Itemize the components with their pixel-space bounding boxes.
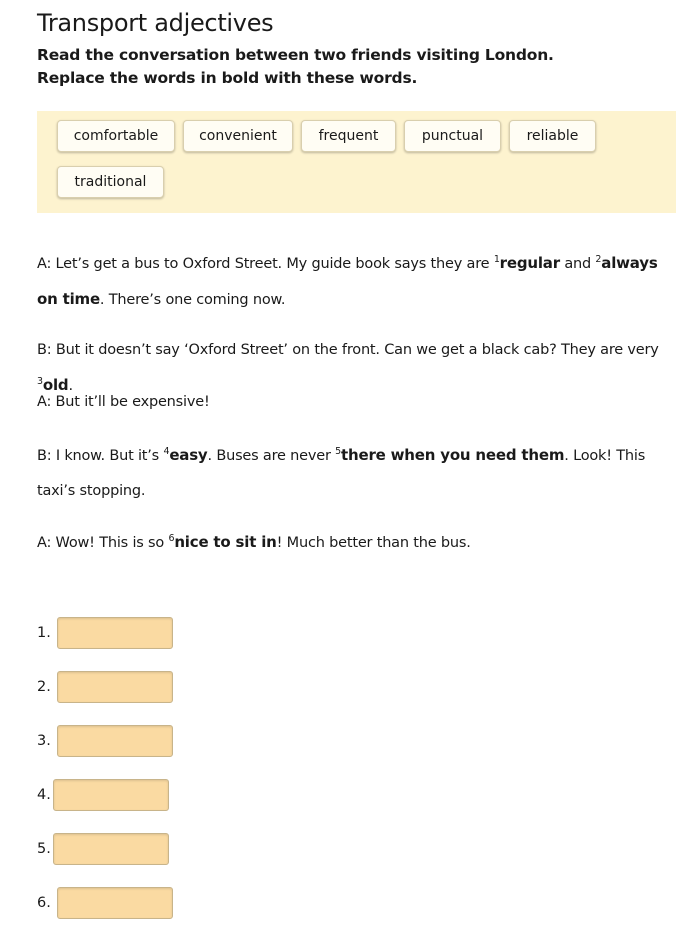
text: B: I know. But it’s bbox=[37, 448, 164, 464]
footnote-number: 2 bbox=[595, 254, 602, 265]
word-chip-traditional[interactable]: traditional bbox=[57, 166, 164, 198]
answer-row-4 bbox=[0, 779, 200, 813]
answer-input-3[interactable] bbox=[57, 725, 173, 757]
instructions: Read the conversation between two friends visiting London. Replace the words in bold with these words. bbox=[37, 46, 554, 87]
answer-row-2 bbox=[0, 671, 200, 705]
answer-input-6[interactable] bbox=[57, 887, 173, 919]
text: . Buses are never bbox=[207, 448, 336, 464]
footnote-number: 5 bbox=[335, 446, 342, 457]
answer-number: 2. bbox=[37, 679, 51, 695]
footnote-number: 3 bbox=[37, 376, 43, 387]
word-chip-frequent[interactable]: frequent bbox=[301, 120, 396, 152]
word-chip-comfortable[interactable]: comfortable bbox=[57, 120, 175, 152]
answer-input-4[interactable] bbox=[53, 779, 169, 811]
answer-number: 5. bbox=[37, 841, 51, 857]
conversation-line-4 bbox=[37, 438, 667, 509]
answer-row-6 bbox=[0, 887, 200, 921]
text: A: But it’ll be expensive! bbox=[37, 394, 210, 410]
text: . Look! This taxi’s stopping. bbox=[37, 448, 646, 499]
bold-word: old bbox=[42, 376, 69, 394]
answer-input-5[interactable] bbox=[53, 833, 169, 865]
answer-number: 6. bbox=[37, 895, 51, 911]
word-bank bbox=[37, 111, 676, 213]
bold-word: there when you need them bbox=[341, 446, 565, 464]
bold-word: nice to sit in bbox=[174, 533, 277, 551]
bold-word: regular bbox=[499, 254, 560, 272]
answer-row-5 bbox=[0, 833, 200, 867]
bold-word: easy bbox=[169, 446, 208, 464]
answer-row-1 bbox=[0, 617, 200, 651]
text: and bbox=[559, 256, 596, 272]
word-chip-reliable[interactable]: reliable bbox=[509, 120, 596, 152]
conversation-line-1 bbox=[37, 246, 667, 318]
page-title: Transport adjectives bbox=[37, 9, 274, 37]
answer-number: 4. bbox=[37, 787, 51, 803]
footnote-number: 4 bbox=[163, 446, 170, 457]
bold-word: always on time bbox=[37, 254, 658, 308]
conversation-line-3 bbox=[37, 385, 667, 420]
answer-input-1[interactable] bbox=[57, 617, 173, 649]
text: A: Wow! This is so bbox=[37, 535, 169, 551]
word-chip-convenient[interactable]: convenient bbox=[183, 120, 293, 152]
footnote-number: 1 bbox=[493, 254, 500, 265]
text: . bbox=[68, 378, 73, 394]
conversation-line-5 bbox=[37, 525, 667, 561]
text: ! Much better than the bus. bbox=[276, 535, 471, 551]
answer-number: 3. bbox=[37, 733, 51, 749]
footnote-number: 6 bbox=[168, 533, 175, 544]
text: B: But it doesn’t say ‘Oxford Street’ on the front. Can we get a black cab? They are very bbox=[37, 342, 659, 358]
text: . There’s one coming now. bbox=[99, 292, 286, 308]
word-chip-punctual[interactable]: punctual bbox=[404, 120, 501, 152]
text: A: Let’s get a bus to Oxford Street. My guide book says they are bbox=[37, 256, 494, 272]
answer-number: 1. bbox=[37, 625, 51, 641]
answer-input-2[interactable] bbox=[57, 671, 173, 703]
answer-row-3 bbox=[0, 725, 200, 759]
